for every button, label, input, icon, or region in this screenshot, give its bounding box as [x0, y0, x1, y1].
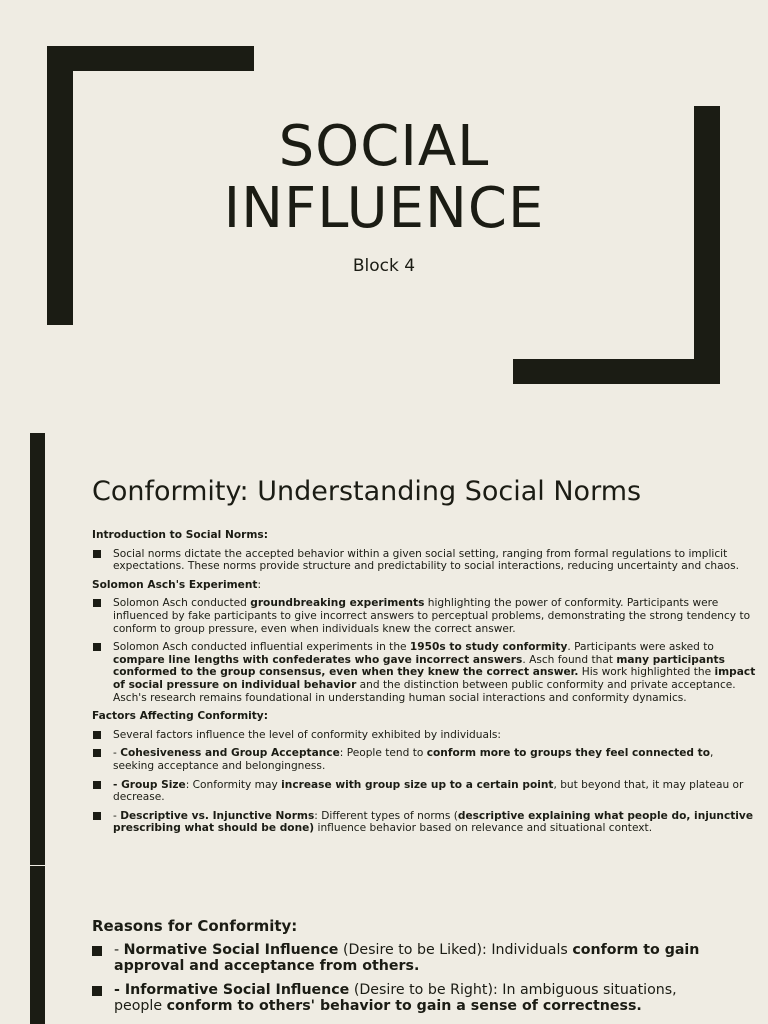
intro-heading: Introduction to Social Norms:	[92, 529, 268, 541]
slide-title	[0, 116, 768, 240]
text-run-bold: - Group Size	[113, 778, 186, 791]
asch-heading-text: Solomon Asch's Experiment	[92, 578, 258, 591]
reasons-bullet-1	[92, 942, 712, 975]
text-run: and the distinction between public conformity and private acceptance. Asch's research remains foundational in understanding human social interactions and conformity dynamics.	[113, 678, 736, 704]
text-run-bold: descriptive explaining what people do, injunctive prescribing what should be done)	[113, 809, 754, 835]
text-run: : Different types of norms (	[314, 809, 458, 822]
slide-title-line-1: SOCIAL	[278, 114, 490, 179]
text-run-bold: conform to gain approval and acceptance from others.	[114, 942, 700, 975]
text-run-bold: - Informative Social Influence	[114, 981, 350, 998]
text-run-bold: increase with group size up to a certain point	[281, 778, 554, 791]
reasons-body	[92, 942, 712, 1022]
text-run-bold: Descriptive vs. Injunctive Norms	[120, 809, 315, 822]
factors-heading: Factors Affecting Conformity:	[92, 710, 268, 723]
frame-top-left-horizontal	[47, 46, 254, 71]
text-run: : Conformity may	[185, 778, 282, 791]
section-title: Conformity: Understanding Social Norms	[92, 476, 642, 507]
slide-subtitle: Block 4	[352, 256, 416, 276]
text-run-bold: 1950s to study conformity	[409, 641, 568, 654]
text-run-bold: conform more to groups they feel connected to	[426, 747, 710, 760]
factors-bullet-1: Several factors influence the level of conformity exhibited by individuals:	[92, 729, 756, 742]
text-run: Solomon Asch conducted	[113, 597, 251, 610]
text-run: . Asch found that	[522, 653, 617, 666]
text-run-bold: impact of social pressure on individual behavior	[113, 666, 756, 691]
text-run: Solomon Asch conducted influential experiments in the	[113, 641, 410, 654]
text-run: , seeking acceptance and belongingness.	[113, 747, 714, 772]
text-run-bold: Normative Social Influence	[123, 942, 339, 958]
asch-bullet-2	[92, 641, 756, 704]
text-run-bold: compare line lengths with confederates who gave incorrect answers	[113, 653, 523, 666]
reasons-heading: Reasons for Conformity:	[92, 917, 298, 935]
text-run: (Desire to be Right): In ambiguous situations, people	[114, 981, 677, 1015]
frame-bottom-right-horizontal	[513, 359, 720, 384]
section-body	[92, 529, 756, 841]
slide-title-line-2: INFLUENCE	[223, 176, 545, 241]
factors-bullet-4	[92, 810, 756, 835]
text-run: : People tend to	[339, 747, 427, 760]
factors-bullet-3	[92, 779, 756, 804]
asch-heading-colon: :	[257, 578, 262, 591]
slide2-left-accent-bar	[30, 433, 45, 865]
text-run-bold: Cohesiveness and Group Acceptance	[120, 747, 340, 760]
text-run: His work highlighted the	[578, 666, 715, 679]
asch-heading	[92, 579, 756, 592]
text-run: highlighting the power of conformity. Participants were influenced by fake participants to give incorrect answers to perceptual problems, demonstrating the strong tendency to conform to group pressure, even when individuals knew the correct answer.	[113, 597, 751, 635]
slide3-left-accent-bar	[30, 866, 45, 1024]
text-run: . Participants were asked to	[567, 641, 714, 654]
text-run-bold: groundbreaking experiments	[250, 597, 425, 610]
factors-bullet-2	[92, 747, 756, 772]
text-run: (Desire to be Liked): Individuals	[338, 942, 573, 958]
text-run-bold: conform to others' behavior to gain a sense of correctness.	[166, 998, 642, 1015]
text-run: , but beyond that, it may plateau or decrease.	[113, 778, 744, 804]
reasons-bullet-2	[92, 982, 712, 1015]
text-run: influence behavior based on relevance and situational context.	[314, 822, 653, 835]
text-run: -	[114, 942, 124, 958]
text-run: -	[113, 809, 121, 822]
asch-bullet-1	[92, 597, 756, 635]
text-run: -	[113, 747, 121, 760]
text-run-bold: many participants conformed to the group consensus, even when they knew the correct answer.	[113, 653, 725, 679]
intro-bullet: Social norms dictate the accepted behavior within a given social setting, ranging from formal regulations to implicit expectations. These norms provide structure and predictability to social interactions, reducing uncertainty and chaos.	[92, 548, 756, 573]
